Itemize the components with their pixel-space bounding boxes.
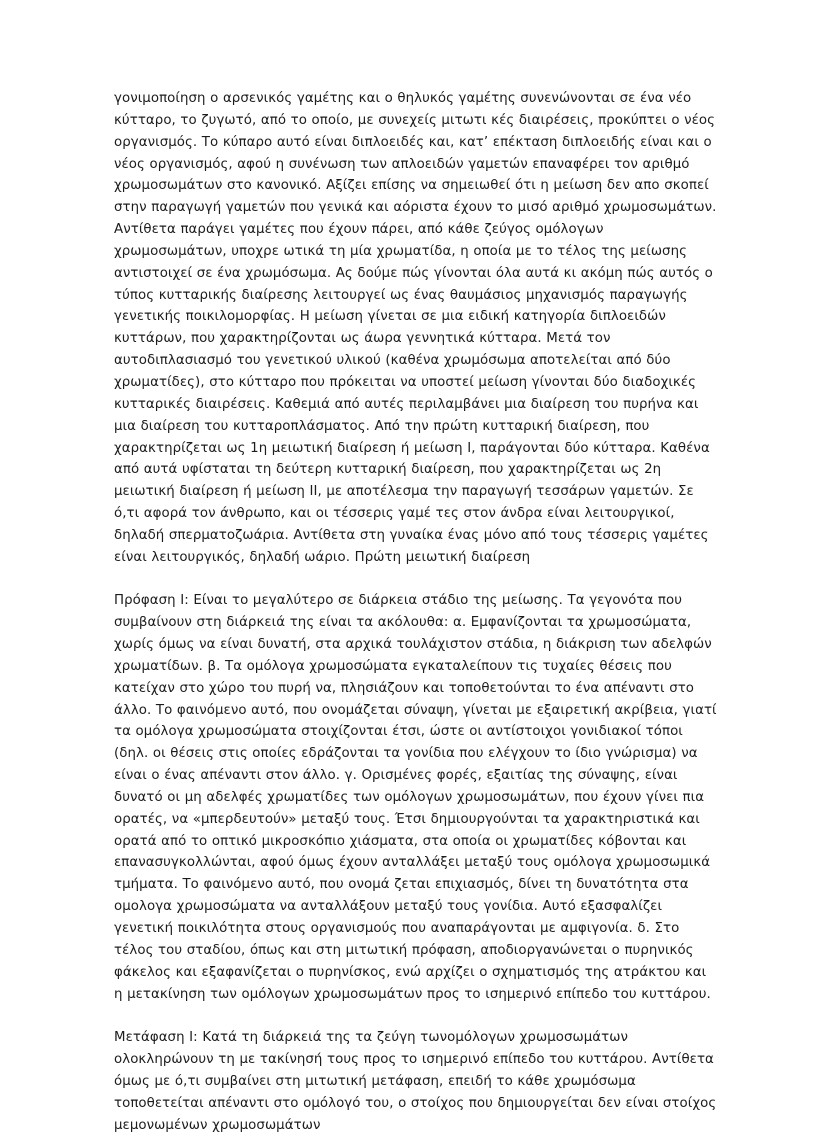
paragraph-prophase-i: Πρόφαση Ι: Είναι το μεγαλύτερο σε διάρκεια στάδιο της μείωσης. Τα γεγονότα που συμβαίνουν στη διάρκειά της είναι τα ακόλουθα: α. Εμφανίζονται τα χρωμοσώματα, χωρίς όμως να είναι δυνατή, στα αρχικά τουλάχιστον στάδια, η διάκριση των αδελφών χρωματίδων. β. Τα ομόλογα χρωμοσώματα εγκαταλείπουν τις τυχαίες θέσεις που κατείχαν στο χώρο του πυρή να, πλησιάζουν και τοποθετούνται το ένα απέναντι στο άλλο. Το φαινόμενο αυτό, που ονομάζεται σύναψη, γίνεται με εξαιρετική ακρίβεια, γιατί τα ομόλογα χρωμοσώματα στοιχίζονται έτσι, ώστε οι αντίστοιχοι γονιδιακοί τόποι (δηλ. οι θέσεις στις οποίες εδράζονται τα γονίδια που ελέγχουν το ίδιο γνώρισμα) να είναι ο ένας απέναντι στον άλλο. γ. Ορισμένες φορές, εξαιτίας της σύναψης, είναι δυνατό οι μη αδελφές χρωματίδες των ομόλογων χρωμοσωμάτων, που έχουν γίνει πια ορατές, να «μπερδευτούν» μεταξύ τους. Έτσι δημιουργούνται τα χαρακτηριστικά και ορατά από το οπτικό μικροσκόπιο χιάσματα, στα οποία οι χρωματίδες κόβονται και επανασυγκολλώνται, αφού όμως έχουν ανταλλάξει μεταξύ τους ομόλογα χρωμοσωμικά τμήματα. Το φαινόμενο αυτό, που ονομά ζεται επιχιασμός, δίνει τη δυνατότητα στα ομολογα χρωμοσώματα να ανταλλάξουν μεταξύ τους γονίδια. Αυτό εξασφαλίζει γενετική ποικιλότητα στους οργανισμούς που αναπαράγονται με αμφιγονία. δ. Στο τέλος του σταδίου, όπως και στη μιτωτική πρόφαση, αποδιοργανώνεται ο πυρηνικός φάκελος και εξαφανίζεται ο πυρηνίσκος, ενώ αρχίζει ο σχηματισμός της ατράκτου και η μετακίνηση των ομόλογων χρωμοσωμάτων προς το ισημερινό επίπεδο του κυττάρου.	[114, 593, 717, 1002]
document-text-body	[114, 88, 718, 1136]
paragraph-metaphase-i: Μετάφαση Ι: Κατά τη διάρκειά της τα ζεύγη τωνομόλογων χρωμοσωμάτων ολοκληρώνουν τη με τακίνησή τους προς το ισημερινό επίπεδο του κυττάρου. Αντίθετα όμως με ό,τι συμβαίνει στη μιτωτική μετάφαση, επειδή το κάθε χρωμόσωμα τοποθετείται απέναντι στο ομόλογό του, ο στοίχος που δημιουργείται δεν είναι στοίχος μεμονωμένων χρωμοσωμάτων	[114, 1030, 717, 1133]
paragraph-meiosis-intro: γονιμοποίηση ο αρσενικός γαμέτης και ο θηλυκός γαμέτης συνενώνονται σε ένα νέο κύτταρο, το ζυγωτό, από το οποίο, με συνεχείς μιτωτι κές διαιρέσεις, προκύπτει ο νέος οργανισμός. Το κύπαρο αυτό είναι διπλοειδές και, κατ’ επέκταση διπλοειδής είναι και ο νέος οργανισμός, αφού η συνένωση των απλοειδών γαμετών επαναφέρει τον αριθμό χρωμοσωμάτων στο κανονικό. Αξίζει επίσης να σημειωθεί ότι η μείωση δεν απο σκοπεί στην παραγωγή γαμετών που γενικά και αόριστα έχουν το μισό αριθμό χρωμοσωμάτων. Αντίθετα παράγει γαμέτες που έχουν πάρει, από κάθε ζεύγος ομόλογων χρωμοσωμάτων, υποχρε ωτικά τη μία χρωματίδα, η οποία με το τέλος της μείωσης αντιστοιχεί σε ένα χρωμόσωμα. Ας δούμε πώς γίνονται όλα αυτά κι ακόμη πώς αυτός ο τύπος κυτταρικής διαίρεσης λειτουργεί ως ένας θαυμάσιος μηχανισμός παραγωγής γενετικής ποικιλομορφίας. Η μείωση γίνεται σε μια ειδική κατηγορία διπλοειδών κυττάρων, που χαρακτηρίζονται ως άωρα γεννητικά κύτταρα. Μετά τον αυτοδιπλασιασμό του γενετικού υλικού (καθένα χρωμόσωμα αποτελείται από δύο χρωματίδες), στο κύτταρο που πρόκειται να υποστεί μείωση γίνονται δύο διαδοχικές κυτταρικές διαιρέσεις. Καθεμιά από αυτές περιλαμβάνει μια διαίρεση του πυρήνα και μια διαίρεση του κυτταροπλάσματος. Από την πρώτη κυτταρική διαίρεση, που χαρακτηρίζεται ως 1η μειωτική διαίρεση ή μείωση Ι, παράγονται δύο κύτταρα. Καθένα από αυτά υφίσταται τη δεύτερη κυτταρική διαίρεση, που χαρακτηρίζεται ως 2η μειωτική διαίρεση ή μείωση ΙΙ, με αποτέλεσμα την παραγωγή τεσσάρων γαμετών. Σε ό,τι αφορά τον άνθρωπο, και οι τέσσερις γαμέ τες στον άνδρα είναι λειτουργικοί, δηλαδή σπερματοζωάρια. Αντίθετα στη γυναίκα ένας μόνο από τους τέσσερις γαμέτες είναι λειτουργικός, δηλαδή ωάριο. Πρώτη μειωτική διαίρεση	[114, 91, 717, 565]
